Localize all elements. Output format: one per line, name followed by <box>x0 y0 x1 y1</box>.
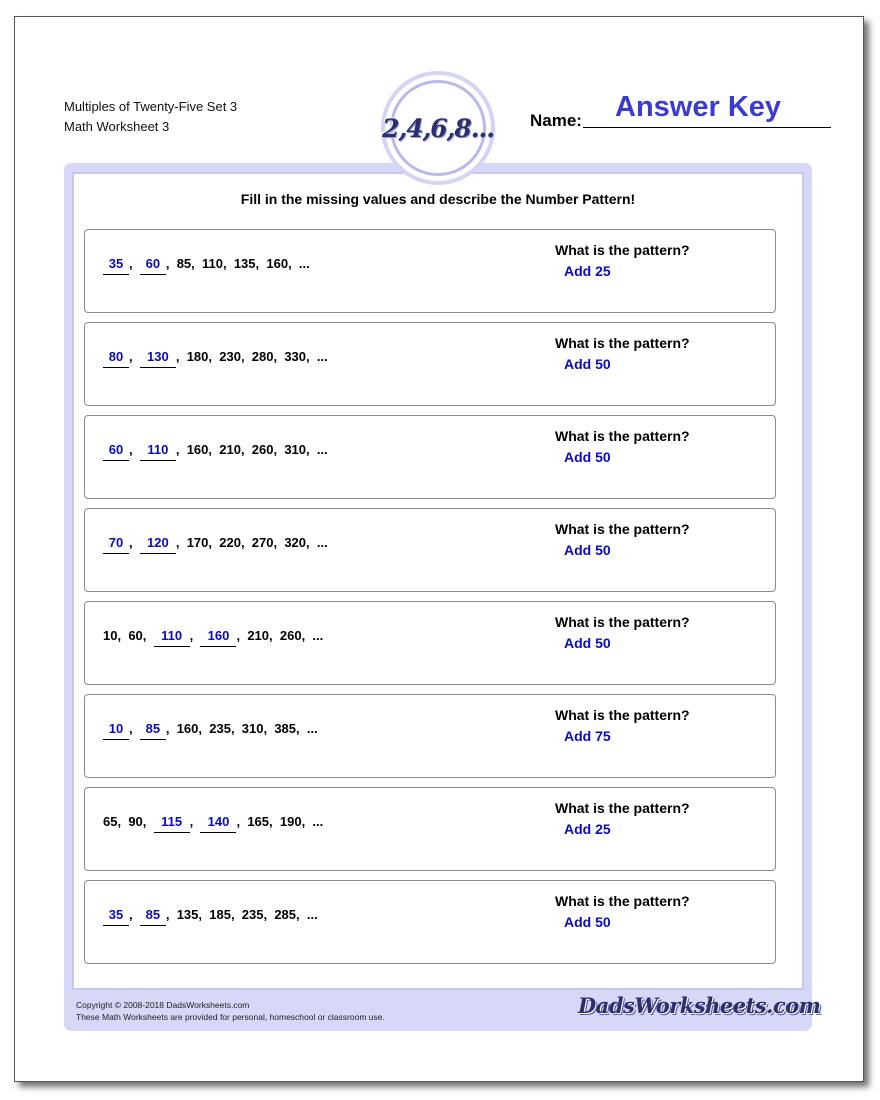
sequence-number: 210 <box>247 628 270 643</box>
sequence-separator: , <box>263 721 275 736</box>
pattern-answer[interactable]: Add 50 <box>564 914 611 930</box>
sequence-separator: , <box>273 349 285 364</box>
sequence-separator: , <box>230 907 242 922</box>
pattern-question: What is the pattern? <box>555 800 690 816</box>
answer-blank[interactable]: 60 <box>103 442 129 461</box>
sequence-separator: , <box>255 256 267 271</box>
sequence-separator: , <box>269 628 280 643</box>
name-line <box>583 127 831 128</box>
sequence-number: 235 <box>209 721 231 736</box>
sequence-separator: , <box>208 442 220 457</box>
answer-blank[interactable]: 110 <box>154 628 190 647</box>
problem-box <box>84 322 776 406</box>
sequence-separator: , <box>142 814 154 829</box>
sequence-number: 285 <box>274 907 297 922</box>
sequence-number: 185 <box>209 907 231 922</box>
sequence-ellipsis: ... <box>312 628 324 643</box>
sequence-separator: , <box>306 349 317 364</box>
answer-blank[interactable]: 35 <box>103 256 129 275</box>
instructions: Fill in the missing values and describe the Number Pattern! <box>240 191 636 207</box>
sequence-separator: , <box>129 535 140 550</box>
sequence-separator: , <box>165 721 177 736</box>
sequence-ellipsis: ... <box>316 442 328 457</box>
number-sequence <box>103 814 323 833</box>
sequence-separator: , <box>273 442 285 457</box>
answer-blank[interactable]: 130 <box>140 349 176 368</box>
sequence-ellipsis: ... <box>298 256 310 271</box>
sequence-number: 385 <box>274 721 297 736</box>
sequence-number: 220 <box>219 535 241 550</box>
title-line-1: Multiples of Twenty-Five Set 3 <box>64 99 238 114</box>
sequence-number: 310 <box>241 721 264 736</box>
sequence-separator: , <box>189 628 201 643</box>
sequence-separator: , <box>288 256 299 271</box>
sequence-separator: , <box>165 907 177 922</box>
usage-notice: These Math Worksheets are provided for personal, homeschool or classroom use. <box>76 1012 385 1022</box>
sequence-separator: , <box>129 256 140 271</box>
number-sequence <box>103 721 318 740</box>
answer-blank[interactable]: 85 <box>140 721 166 740</box>
sequence-number: 65 <box>103 814 118 829</box>
sequence-number: 170 <box>186 535 209 550</box>
sequence-number: 160 <box>186 442 209 457</box>
number-sequence <box>103 535 328 554</box>
sequence-ellipsis: ... <box>306 907 318 922</box>
sequence-separator: , <box>175 535 187 550</box>
answer-blank[interactable]: 160 <box>200 628 236 647</box>
answer-blank[interactable]: 120 <box>140 535 176 554</box>
sequence-number: 330 <box>284 349 307 364</box>
sequence-separator: , <box>236 814 248 829</box>
sequence-number: 90 <box>128 814 143 829</box>
sequence-number: 160 <box>266 256 289 271</box>
sequence-separator: , <box>129 721 140 736</box>
logo-inner-ring <box>382 80 494 176</box>
sequence-number: 210 <box>219 442 241 457</box>
sequence-separator: , <box>129 442 140 457</box>
problem-box <box>84 415 776 499</box>
sequence-separator: , <box>129 907 140 922</box>
pattern-question: What is the pattern? <box>555 428 690 444</box>
sequence-number: 60 <box>128 628 143 643</box>
pattern-question: What is the pattern? <box>555 242 690 258</box>
sequence-separator: , <box>191 256 202 271</box>
logo-text: 2,4,6,8... <box>382 113 494 143</box>
sequence-separator: , <box>198 907 210 922</box>
sequence-number: 165 <box>247 814 270 829</box>
title-line-2: Math Worksheet 3 <box>64 119 170 134</box>
sequence-separator: , <box>306 535 317 550</box>
sequence-separator: , <box>198 721 210 736</box>
answer-key-heading: Answer Key <box>615 91 782 123</box>
sequence-separator: , <box>142 628 154 643</box>
sequence-number: 270 <box>251 535 274 550</box>
copyright-text: Copyright © 2008-2018 DadsWorksheets.com <box>76 1000 250 1010</box>
problem-box <box>84 229 776 313</box>
sequence-number: 260 <box>251 442 274 457</box>
sequence-number: 180 <box>186 349 209 364</box>
answer-blank[interactable]: 70 <box>103 535 129 554</box>
sequence-number: 85 <box>176 256 192 271</box>
sequence-separator: , <box>296 907 307 922</box>
sequence-separator: , <box>236 628 248 643</box>
sequence-number: 110 <box>202 256 223 271</box>
pattern-answer[interactable]: Add 50 <box>564 449 611 465</box>
sequence-separator: , <box>222 256 234 271</box>
sequence-separator: , <box>208 349 220 364</box>
sequence-ellipsis: ... <box>306 721 318 736</box>
sequence-ellipsis: ... <box>312 814 324 829</box>
problem-box <box>84 508 776 592</box>
pattern-answer[interactable]: Add 50 <box>564 635 611 651</box>
worksheet-title <box>64 97 237 137</box>
pattern-question: What is the pattern? <box>555 893 690 909</box>
sequence-separator: , <box>240 535 252 550</box>
sequence-separator: , <box>175 349 187 364</box>
number-sequence <box>103 442 328 461</box>
number-sequence <box>103 349 328 368</box>
answer-blank[interactable]: 85 <box>140 907 166 926</box>
answer-blank[interactable]: 10 <box>103 721 129 740</box>
sequence-separator: , <box>263 907 275 922</box>
pattern-answer[interactable]: Add 25 <box>564 821 611 837</box>
sequence-separator: , <box>189 814 201 829</box>
pattern-question: What is the pattern? <box>555 614 690 630</box>
pattern-answer[interactable]: Add 50 <box>564 356 611 372</box>
answer-blank[interactable]: 110 <box>140 442 176 461</box>
answer-blank[interactable]: 140 <box>200 814 236 833</box>
sequence-separator: , <box>273 535 285 550</box>
answer-blank[interactable]: 80 <box>103 349 129 368</box>
sequence-number: 260 <box>279 628 302 643</box>
sequence-number: 135 <box>233 256 256 271</box>
sequence-number: 235 <box>241 907 264 922</box>
pattern-answer[interactable]: Add 25 <box>564 263 611 279</box>
sequence-number: 310 <box>284 442 307 457</box>
sequence-separator: , <box>208 535 220 550</box>
sequence-ellipsis: ... <box>316 535 328 550</box>
number-sequence <box>103 628 323 647</box>
pattern-question: What is the pattern? <box>555 707 690 723</box>
sequence-number: 10 <box>103 628 118 643</box>
pattern-answer[interactable]: Add 75 <box>564 728 611 744</box>
dadsworksheets-logo: DadsWorksheets.com <box>578 993 821 1018</box>
sequence-number: 280 <box>251 349 274 364</box>
sequence-ellipsis: ... <box>316 349 328 364</box>
problem-box <box>84 601 776 685</box>
sequence-separator: , <box>117 814 129 829</box>
sequence-separator: , <box>240 442 252 457</box>
sequence-separator: , <box>175 442 187 457</box>
problem-box <box>84 694 776 778</box>
answer-blank[interactable]: 115 <box>154 814 190 833</box>
sequence-number: 160 <box>176 721 199 736</box>
sequence-number: 230 <box>219 349 241 364</box>
sequence-separator: , <box>301 628 313 643</box>
number-sequence <box>103 256 310 275</box>
problem-box <box>84 880 776 964</box>
answer-blank[interactable]: 60 <box>140 256 166 275</box>
footer-copyright <box>76 999 385 1023</box>
name-label: Name: <box>530 111 582 130</box>
number-sequence <box>103 907 318 926</box>
sequence-separator: , <box>269 814 280 829</box>
sequence-logo-badge <box>381 71 495 185</box>
sequence-number: 320 <box>284 535 307 550</box>
problem-box <box>84 787 776 871</box>
sequence-separator: , <box>301 814 313 829</box>
sequence-separator: , <box>306 442 317 457</box>
sequence-number: 190 <box>279 814 302 829</box>
sequence-separator: , <box>240 349 252 364</box>
sequence-separator: , <box>129 349 140 364</box>
sequence-separator: , <box>296 721 307 736</box>
pattern-question: What is the pattern? <box>555 521 690 537</box>
pattern-question: What is the pattern? <box>555 335 690 351</box>
sequence-separator: , <box>230 721 242 736</box>
pattern-answer[interactable]: Add 50 <box>564 542 611 558</box>
sequence-separator: , <box>117 628 129 643</box>
sequence-separator: , <box>165 256 177 271</box>
sequence-number: 135 <box>176 907 199 922</box>
answer-blank[interactable]: 35 <box>103 907 129 926</box>
